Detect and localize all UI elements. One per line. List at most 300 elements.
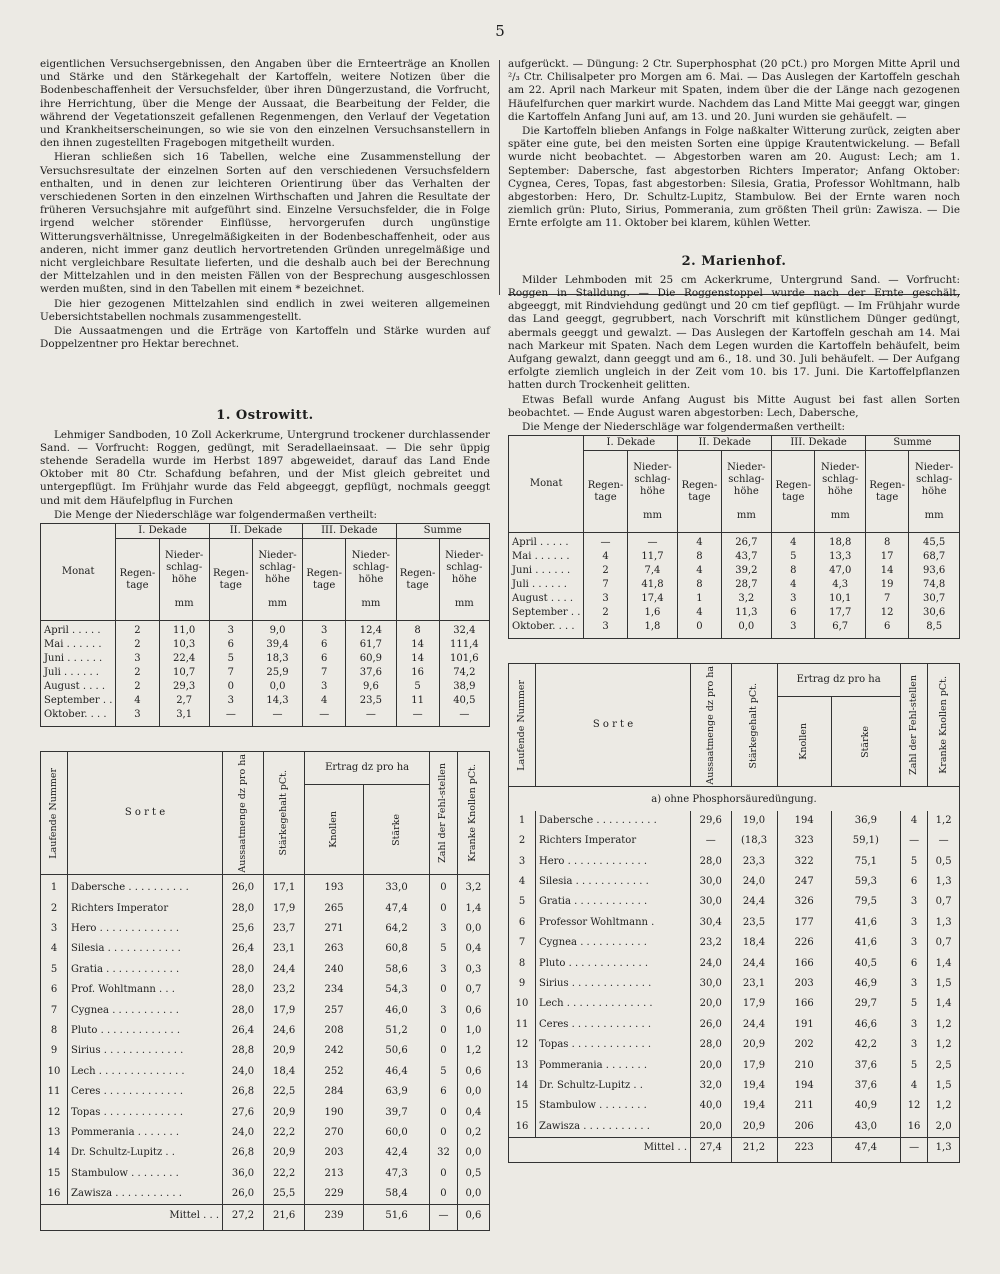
yield-value: 24,0 xyxy=(731,872,777,892)
variety-name: Professor Wohltmann . xyxy=(536,913,691,933)
yield-value: 326 xyxy=(777,892,831,912)
yield-value: 20,0 xyxy=(691,1055,732,1075)
yield-value: 30,0 xyxy=(691,872,732,892)
header-summe: Summe xyxy=(396,524,489,539)
yield-value: 24,4 xyxy=(731,892,777,912)
yield-value: 30,0 xyxy=(691,974,732,994)
header-regentage: Regen-tage xyxy=(866,451,909,533)
row-number: 4 xyxy=(41,939,68,959)
yield-value: 17,9 xyxy=(731,1055,777,1075)
yield-value: 0,0 xyxy=(457,1143,489,1163)
header-niederschlag: Nieder-schlag-höhe mm xyxy=(439,539,489,621)
yield-value: — xyxy=(928,831,960,851)
header-sorte: S o r t e xyxy=(536,664,691,787)
row-number: 14 xyxy=(41,1143,68,1163)
rain-value: 17,7 xyxy=(815,606,866,620)
rain-value: 22,4 xyxy=(159,652,209,666)
yield-value: 271 xyxy=(305,919,364,939)
rain-row xyxy=(509,550,960,564)
rain-intro: Die Menge der Niederschläge war folgendermaßen vertheilt: xyxy=(54,508,378,521)
yield-value: 234 xyxy=(305,980,364,1000)
yield-value: 40,9 xyxy=(831,1096,900,1116)
yield-value: 37,6 xyxy=(831,1076,900,1096)
table-row xyxy=(41,1123,490,1143)
rain-value: 12,4 xyxy=(346,621,396,639)
table-row xyxy=(41,1143,490,1163)
yield-value: 30,0 xyxy=(691,892,732,912)
yield-value: 23,2 xyxy=(691,933,732,953)
rain-value: 3 xyxy=(116,652,159,666)
yield-value: 0,0 xyxy=(457,1082,489,1102)
header-summe: Summe xyxy=(866,436,960,451)
month-cell: Juni . . . . . . xyxy=(509,564,584,578)
yield-value: 166 xyxy=(777,994,831,1014)
rain-value: 10,3 xyxy=(159,638,209,652)
yield-value: 22,2 xyxy=(264,1164,305,1184)
rain-value: 11 xyxy=(396,694,439,708)
yield-value: 32 xyxy=(430,1143,458,1163)
rain-row xyxy=(509,533,960,551)
yield-value: 26,0 xyxy=(691,1015,732,1035)
yield-value: 2,0 xyxy=(928,1117,960,1138)
yield-table-body xyxy=(41,875,490,1231)
rain-row xyxy=(509,620,960,639)
variety-name: Zawisza . . . . . . . . . . . xyxy=(68,1184,223,1205)
header-niederschlag: Nieder-schlag-höhe mm xyxy=(721,451,772,533)
section-text: Etwas Befall wurde Anfang August bis Mitte August bei fast allen Sorten beobachtet. — Ende August waren abgestorben: Lech, Dabersche, xyxy=(508,393,960,419)
yield-value: 17,9 xyxy=(731,994,777,1014)
yield-value: 22,2 xyxy=(264,1123,305,1143)
rain-value: 47,0 xyxy=(815,564,866,578)
yield-value: 0,6 xyxy=(457,1000,489,1020)
table-row xyxy=(509,1055,960,1075)
yield-value: 203 xyxy=(305,1143,364,1163)
table-row xyxy=(41,898,490,918)
variety-name: Gratia . . . . . . . . . . . . xyxy=(68,960,223,980)
variety-name: Pommerania . . . . . . . xyxy=(68,1123,223,1143)
yield-value: 28,8 xyxy=(223,1041,264,1061)
row-number: 6 xyxy=(41,980,68,1000)
header-regentage: Regen-tage xyxy=(209,539,252,621)
yield-value: 1,5 xyxy=(928,1076,960,1096)
table-row xyxy=(509,1015,960,1035)
variety-name: Gratia . . . . . . . . . . . . xyxy=(536,892,691,912)
table-row xyxy=(509,1117,960,1138)
yield-value: 59,3 xyxy=(831,872,900,892)
rain-value: 60,9 xyxy=(346,652,396,666)
yield-value: 5 xyxy=(900,1055,927,1075)
rain-intro: Die Menge der Niederschläge war folgendermaßen vertheilt: xyxy=(522,421,846,434)
row-number: 7 xyxy=(509,933,536,953)
rain-value: 18,3 xyxy=(252,652,302,666)
month-cell: April . . . . . xyxy=(41,621,116,639)
table-row xyxy=(509,994,960,1014)
yield-value: 3 xyxy=(900,913,927,933)
rain-value: 9,6 xyxy=(346,680,396,694)
table-row xyxy=(41,1082,490,1102)
rain-value: 18,8 xyxy=(815,533,866,551)
row-number: 10 xyxy=(509,994,536,1014)
yield-value: 18,4 xyxy=(264,1062,305,1082)
variety-name: Richters Imperator xyxy=(536,831,691,851)
rain-value: 101,6 xyxy=(439,652,489,666)
table-row xyxy=(509,933,960,953)
subheading: a) ohne Phosphorsäuredüngung. xyxy=(509,787,960,811)
yield-table xyxy=(40,751,490,1231)
header-niederschlag: Nieder-schlag-höhe mm xyxy=(815,451,866,533)
rain-value: 1 xyxy=(678,592,721,606)
header-staerkegehalt: Stärkegehalt pCt. xyxy=(264,752,305,875)
header-regentage: Regen-tage xyxy=(396,539,439,621)
yield-value: 23,3 xyxy=(731,851,777,871)
header-knollen: Knollen xyxy=(777,697,831,787)
rain-value: 3 xyxy=(303,680,346,694)
header-lfd: Laufende Nummer xyxy=(509,664,536,787)
table-row xyxy=(509,913,960,933)
rain-value: 7,4 xyxy=(627,564,678,578)
header-aussaat: Aussaatmenge dz pro ha xyxy=(691,664,732,787)
yield-value: 79,5 xyxy=(831,892,900,912)
rain-value: 4 xyxy=(678,564,721,578)
header-regentage: Regen-tage xyxy=(678,451,721,533)
row-number: 9 xyxy=(41,1041,68,1061)
yield-value: 37,6 xyxy=(831,1055,900,1075)
rain-value: 2 xyxy=(116,680,159,694)
table-row xyxy=(509,1035,960,1055)
yield-value: 26,4 xyxy=(223,1021,264,1041)
rain-value: 16 xyxy=(396,666,439,680)
rain-value: 4 xyxy=(772,578,815,592)
yield-value: 18,4 xyxy=(731,933,777,953)
rain-value: 4 xyxy=(303,694,346,708)
table-row xyxy=(41,1102,490,1122)
variety-name: Hero . . . . . . . . . . . . . xyxy=(68,919,223,939)
row-number: 6 xyxy=(509,913,536,933)
mittel-row xyxy=(41,1205,490,1230)
variety-name: Sirius . . . . . . . . . . . . . xyxy=(68,1041,223,1061)
yield-value: 1,2 xyxy=(928,1096,960,1116)
yield-value: 5 xyxy=(900,851,927,871)
rain-value: 8 xyxy=(772,564,815,578)
variety-name: Stambulow . . . . . . . . xyxy=(68,1164,223,1184)
month-cell: Juni . . . . . . xyxy=(41,652,116,666)
rain-value: 30,6 xyxy=(909,606,960,620)
mittel-value: 47,4 xyxy=(831,1137,900,1162)
yield-value: 36,0 xyxy=(223,1164,264,1184)
rain-value: 13,3 xyxy=(815,550,866,564)
row-number: 11 xyxy=(41,1082,68,1102)
mittel-value: — xyxy=(900,1137,927,1162)
rain-value: 6 xyxy=(772,606,815,620)
header-niederschlag: Nieder-schlag-höhe mm xyxy=(627,451,678,533)
mittel-value: 21,2 xyxy=(731,1137,777,1162)
rain-value: — xyxy=(303,708,346,727)
rain-value: 74,8 xyxy=(909,578,960,592)
row-number: 5 xyxy=(41,960,68,980)
yield-value: 0,3 xyxy=(457,960,489,980)
table-row xyxy=(41,1062,490,1082)
month-cell: Mai . . . . . . xyxy=(41,638,116,652)
yield-value: 0,5 xyxy=(928,851,960,871)
yield-value: 23,1 xyxy=(264,939,305,959)
yield-value: 16 xyxy=(900,1117,927,1138)
header-dekade-2: II. Dekade xyxy=(209,524,302,539)
variety-name: Sirius . . . . . . . . . . . . . xyxy=(536,974,691,994)
rain-value: 5 xyxy=(772,550,815,564)
yield-value: 20,9 xyxy=(731,1117,777,1138)
rain-value: 93,6 xyxy=(909,564,960,578)
table-row xyxy=(509,831,960,851)
yield-value: 242 xyxy=(305,1041,364,1061)
header-niederschlag: Nieder-schlag-höhe mm xyxy=(252,539,302,621)
rain-value: 41,8 xyxy=(627,578,678,592)
header-ertrag: Ertrag dz pro ha xyxy=(777,664,900,697)
yield-value: 194 xyxy=(777,1076,831,1096)
yield-value: 60,0 xyxy=(364,1123,430,1143)
rain-value: 23,5 xyxy=(346,694,396,708)
yield-value: 0,2 xyxy=(457,1123,489,1143)
yield-value: 3 xyxy=(430,919,458,939)
yield-value: 17,1 xyxy=(264,875,305,899)
row-number: 2 xyxy=(509,831,536,851)
rain-value: 5 xyxy=(396,680,439,694)
rain-value: 0,0 xyxy=(252,680,302,694)
table-row xyxy=(41,1041,490,1061)
yield-value: — xyxy=(691,831,732,851)
header-knollen: Knollen xyxy=(305,785,364,875)
yield-value: 1,2 xyxy=(928,1015,960,1035)
variety-name: Cygnea . . . . . . . . . . . xyxy=(68,1000,223,1020)
yield-value: 46,0 xyxy=(364,1000,430,1020)
row-number: 3 xyxy=(509,851,536,871)
yield-value: 28,0 xyxy=(691,851,732,871)
row-number: 7 xyxy=(41,1000,68,1020)
month-cell: September . . xyxy=(509,606,584,620)
yield-value: 3 xyxy=(900,1015,927,1035)
rain-value: 14 xyxy=(396,652,439,666)
yield-value: 226 xyxy=(777,933,831,953)
variety-name: Dr. Schultz-Lupitz . . xyxy=(68,1143,223,1163)
rain-value: 19 xyxy=(866,578,909,592)
yield-value: 50,6 xyxy=(364,1041,430,1061)
rain-value: 43,7 xyxy=(721,550,772,564)
yield-value: 0 xyxy=(430,1041,458,1061)
yield-value: 213 xyxy=(305,1164,364,1184)
section-text: Milder Lehmboden mit 25 cm Ackerkrume, Untergrund Sand. — Vorfrucht: Roggen in Stalldung. — Die Roggenstoppel wurde nach der Ernte geschält, abgeeggt, mit Rindviehdung gedüngt und 20 cm tief gepflügt. — Im Frühjahr wurde das Land geeggt, gegrubbert, nach Vorschrift mit künstlichem Dünger gedüngt, abermals geeggt und gewalzt. — Das Auslegen der Kartoffeln geschah am 14. Mai nach Markeur mit Spaten. Nach dem Legen wurden die Kartoffeln behäufelt, beim Aufgang gewalzt, dann geeggt und am 6., 18. und 30. Juli behäufelt. — Der Aufgang erfolgte ziemlich ungleich in der Zeit vom 10. bis 17. Juni. Die Kartoffelpflanzen hatten durch Trockenheit gelitten. xyxy=(508,273,960,392)
yield-value: 33,0 xyxy=(364,875,430,899)
rain-value: 3 xyxy=(584,592,627,606)
yield-value: 41,6 xyxy=(831,913,900,933)
month-cell: August . . . . xyxy=(509,592,584,606)
section-title-marienhof: 2. Marienhof. xyxy=(681,253,787,269)
header-dekade-1: I. Dekade xyxy=(584,436,678,451)
table-row xyxy=(509,1076,960,1096)
rain-row xyxy=(41,621,490,639)
mittel-value: 21,6 xyxy=(264,1205,305,1230)
rain-row xyxy=(509,606,960,620)
table-row xyxy=(509,851,960,871)
rain-value: — xyxy=(627,533,678,551)
variety-name: Zawisza . . . . . . . . . . . xyxy=(536,1117,691,1138)
header-monat: Monat xyxy=(41,524,116,621)
rain-value: 3 xyxy=(209,621,252,639)
yield-value: 0,4 xyxy=(457,939,489,959)
header-ertrag: Ertrag dz pro ha xyxy=(305,752,430,785)
row-number: 11 xyxy=(509,1015,536,1035)
header-sorte: S o r t e xyxy=(68,752,223,875)
yield-value: 0 xyxy=(430,1021,458,1041)
rain-value: 7 xyxy=(584,578,627,592)
yield-value: 166 xyxy=(777,953,831,973)
yield-value: 263 xyxy=(305,939,364,959)
rain-row xyxy=(41,652,490,666)
column-separator xyxy=(499,60,500,295)
rain-value: 30,7 xyxy=(909,592,960,606)
rain-value: 3 xyxy=(116,708,159,727)
subheading-row xyxy=(509,787,960,811)
header-regentage: Regen-tage xyxy=(116,539,159,621)
rain-value: 68,7 xyxy=(909,550,960,564)
month-cell: Mai . . . . . . xyxy=(509,550,584,564)
yield-value: 42,4 xyxy=(364,1143,430,1163)
yield-value: 20,9 xyxy=(264,1102,305,1122)
yield-value: 58,6 xyxy=(364,960,430,980)
yield-value: 210 xyxy=(777,1055,831,1075)
row-number: 12 xyxy=(509,1035,536,1055)
table-row xyxy=(41,1000,490,1020)
yield-value: 24,6 xyxy=(264,1021,305,1041)
yield-value: 203 xyxy=(777,974,831,994)
yield-value: 51,2 xyxy=(364,1021,430,1041)
rain-value: — xyxy=(439,708,489,727)
mittel-value: 27,4 xyxy=(691,1137,732,1162)
table-row xyxy=(41,1164,490,1184)
variety-name: Pluto . . . . . . . . . . . . . xyxy=(68,1021,223,1041)
table-row xyxy=(509,974,960,994)
yield-value: 322 xyxy=(777,851,831,871)
month-cell: Oktober. . . . xyxy=(509,620,584,639)
rain-value: 25,9 xyxy=(252,666,302,680)
row-number: 8 xyxy=(41,1021,68,1041)
yield-value: 63,9 xyxy=(364,1082,430,1102)
variety-name: Ceres . . . . . . . . . . . . . xyxy=(68,1082,223,1102)
month-cell: Juli . . . . . . xyxy=(41,666,116,680)
paragraph: aufgerückt. — Düngung: 2 Ctr. Superphosphat (20 pCt.) pro Morgen Mitte April und ²/₃ Ctr. Chilisalpeter pro Morgen am 6. Mai. — Das Auslegen der Kartoffeln geschah am 22. April nach Markeur mit Spaten, indem über die der Länge nach gezogenen Häufelfurchen quer markirt wurde. Nachdem das Land Mitte Mai geeggt war, gingen die Kartoffeln Anfang Juni auf, am 13. und 20. Juni wurden sie gehäufelt. — xyxy=(508,58,960,123)
yield-value: 3 xyxy=(900,933,927,953)
header-niederschlag: Nieder-schlag-höhe mm xyxy=(909,451,960,533)
rain-value: 2 xyxy=(584,564,627,578)
rain-value: 8 xyxy=(396,621,439,639)
yield-value: 323 xyxy=(777,831,831,851)
variety-name: Silesia . . . . . . . . . . . . xyxy=(536,872,691,892)
rain-value: 6 xyxy=(866,620,909,639)
table-row xyxy=(509,953,960,973)
yield-value: 23,1 xyxy=(731,974,777,994)
yield-value: 20,0 xyxy=(691,994,732,1014)
header-fehlstellen: Zahl der Fehl-stellen xyxy=(900,664,927,787)
row-number: 13 xyxy=(509,1055,536,1075)
yield-value: 2,5 xyxy=(928,1055,960,1075)
rain-value: 39,4 xyxy=(252,638,302,652)
yield-value: 3,2 xyxy=(457,875,489,899)
yield-value: 193 xyxy=(305,875,364,899)
yield-value: 247 xyxy=(777,872,831,892)
row-number: 3 xyxy=(41,919,68,939)
row-number: 8 xyxy=(509,953,536,973)
yield-value: 1,4 xyxy=(928,953,960,973)
rain-value: 14,3 xyxy=(252,694,302,708)
yield-value: 24,4 xyxy=(731,953,777,973)
yield-value: 252 xyxy=(305,1062,364,1082)
yield-value: 28,0 xyxy=(223,960,264,980)
rain-value: 6 xyxy=(303,638,346,652)
rain-value: 10,1 xyxy=(815,592,866,606)
paragraph: Hieran schließen sich 16 Tabellen, welche eine Zusammenstellung der Versuchsresultate der einzelnen Sorten auf den verschiedenen Versuchsfeldern enthalten, und in denen zur leichteren Orientirung über das Verhalten der verschiedenen Sorten in den einzelnen Wirthschaften und Jahren die Resultate der früheren Versuchsjahre mit aufgeführt sind. Einzelne Versuchsfelder, die in Folge irgend welcher störender Einflüsse, hervorgerufen durch ungünstige Witterungsverhältnisse, Unregelmäßigkeiten in der Bodenbeschaffenheit, oder aus anderen, nicht immer ganz deutlich hervortretenden Gründen unregelmäßige und nicht vergleichbare Resultate lieferten, und die deshalb auch bei der Berechnung der Mittelzahlen und in den meisten Fällen von der Besprechung ausgeschlossen werden mußten, sind in den Tabellen mit einem * bezeichnet. xyxy=(40,151,490,296)
yield-value: 25,6 xyxy=(223,919,264,939)
row-number: 1 xyxy=(509,811,536,831)
rain-value: 38,9 xyxy=(439,680,489,694)
mittel-label: Mittel . . . xyxy=(41,1205,223,1230)
yield-value: 0,6 xyxy=(457,1062,489,1082)
row-number: 16 xyxy=(41,1184,68,1205)
row-number: 9 xyxy=(509,974,536,994)
rain-value: 3 xyxy=(584,620,627,639)
yield-value: 1,2 xyxy=(928,811,960,831)
rain-table-body xyxy=(509,533,960,639)
yield-value: 240 xyxy=(305,960,364,980)
rain-value: 8,5 xyxy=(909,620,960,639)
paragraph: Die hier gezogenen Mittelzahlen sind endlich in zwei weiteren allgemeinen Uebersichtstabellen nochmals zusammengestellt. xyxy=(40,297,490,323)
yield-value: 3 xyxy=(900,1035,927,1055)
variety-name: Topas . . . . . . . . . . . . . xyxy=(536,1035,691,1055)
yield-value: 270 xyxy=(305,1123,364,1143)
yield-value: 19,4 xyxy=(731,1096,777,1116)
rain-row xyxy=(509,592,960,606)
variety-name: Cygnea . . . . . . . . . . . xyxy=(536,933,691,953)
yield-value: 20,9 xyxy=(264,1143,305,1163)
yield-value: 5 xyxy=(430,939,458,959)
yield-value: 0,5 xyxy=(457,1164,489,1184)
yield-value: 257 xyxy=(305,1000,364,1020)
yield-value: 26,4 xyxy=(223,939,264,959)
table-row xyxy=(509,892,960,912)
rain-value: 3 xyxy=(772,592,815,606)
rain-value: 3,1 xyxy=(159,708,209,727)
yield-value: 42,2 xyxy=(831,1035,900,1055)
rain-value: 11,7 xyxy=(627,550,678,564)
rain-value: 11,3 xyxy=(721,606,772,620)
rain-value: 28,7 xyxy=(721,578,772,592)
rain-value: 14 xyxy=(396,638,439,652)
rain-value: 6 xyxy=(303,652,346,666)
header-staerke: Stärke xyxy=(364,785,430,875)
mittel-value: 27,2 xyxy=(223,1205,264,1230)
yield-value: 0,0 xyxy=(457,1184,489,1205)
row-number: 14 xyxy=(509,1076,536,1096)
yield-value: 29,7 xyxy=(831,994,900,1014)
rain-value: 29,3 xyxy=(159,680,209,694)
rain-row xyxy=(41,638,490,652)
yield-value: 194 xyxy=(777,811,831,831)
yield-value: 0 xyxy=(430,1102,458,1122)
rain-value: 4 xyxy=(772,533,815,551)
yield-value: 0,7 xyxy=(928,933,960,953)
yield-value: 1,4 xyxy=(928,994,960,1014)
rain-value: — xyxy=(209,708,252,727)
yield-value: — xyxy=(900,831,927,851)
yield-value: 5 xyxy=(900,994,927,1014)
yield-value: 1,2 xyxy=(928,1035,960,1055)
